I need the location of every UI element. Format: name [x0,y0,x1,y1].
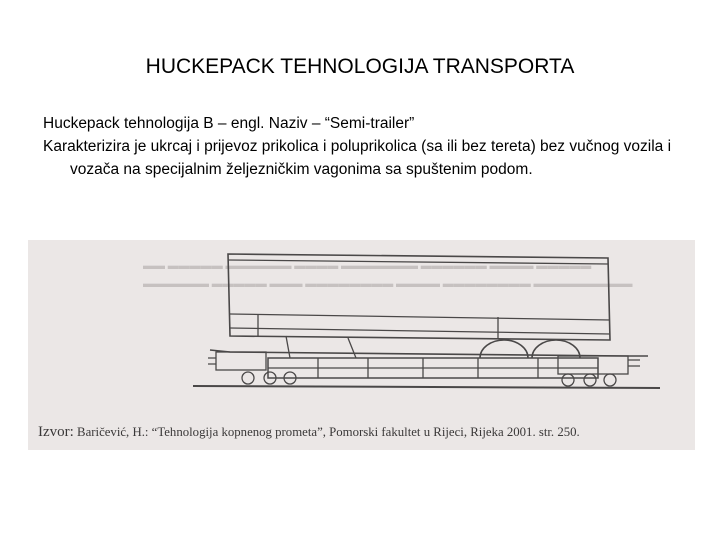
right-bogie-wheel-3 [604,374,616,386]
figure-caption [38,424,580,441]
right-bogie-wheel-1 [562,374,574,386]
slide-title: HUCKEPACK TEHNOLOGIJA TRANSPORTA [145,55,575,78]
faint-background-text-1: ▬▬ ▬▬▬▬▬ ▬▬▬▬▬▬ ▬▬▬▬ ▬▬▬▬▬▬▬ ▬▬▬▬▬▬ ▬▬▬▬ ▬▬▬▬▬ [143,260,592,272]
trailer-bottom-rail-2 [230,328,610,334]
trailer-top-rail [228,260,608,264]
left-bogie-wheel-1 [242,372,254,384]
wagon-drawing [28,240,695,450]
wagon-figure [28,240,695,450]
left-bogie-body [216,352,266,370]
right-buffer [628,360,640,366]
left-buffer [208,358,216,364]
slide-body [43,112,683,181]
trailer-bottom-rail [230,314,610,320]
body-line-2: Karakterizira je ukrcaj i prijevoz prikolica i poluprikolica (sa ili bez tereta) bez vučnog vozila i vozača na specijalnim željezničkim vagonima sa spuštenim podom. [43,138,672,178]
faint-background-text-2: ▬▬▬▬▬▬ ▬▬▬▬▬ ▬▬▬ ▬▬▬▬▬▬▬▬ ▬▬▬▬ ▬▬▬▬▬▬▬▬ ▬▬▬▬▬▬▬▬▬ [143,278,633,290]
wagon-deck [210,350,648,356]
caption-prefix: Izvor: [38,424,74,440]
caption-source: Baričević, H.: “Tehnologija kopnenog prometa”, Pomorski fakultet u Rijeci, Rijeka 2001. str. 250. [77,425,580,439]
trailer-body [228,254,610,340]
body-line-1: Huckepack tehnologija B – engl. Naziv – “Semi-trailer” [43,115,415,132]
right-bogie-wheel-2 [584,374,596,386]
trailer-kingpin-support [286,336,356,358]
